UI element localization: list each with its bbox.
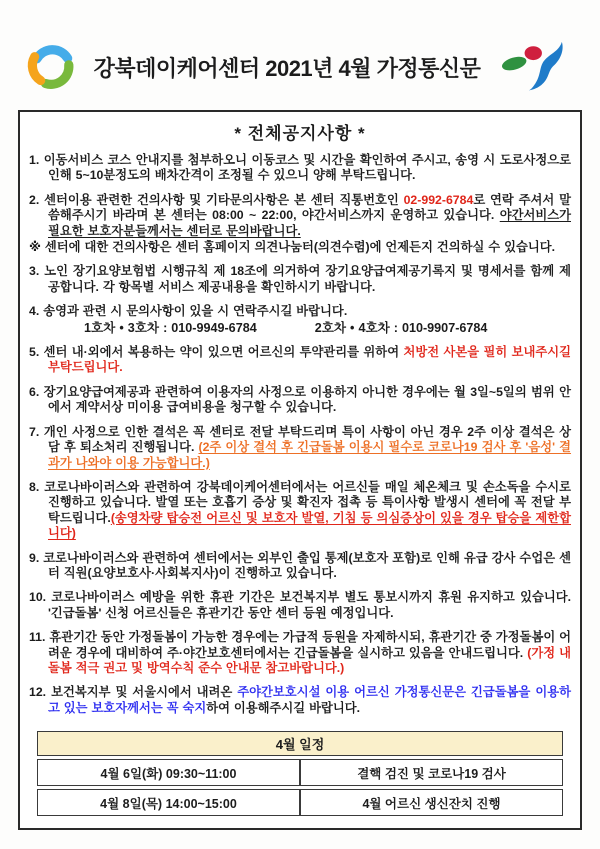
notice-item [29,264,571,295]
text-run: 처방전 사본을 필히 보내주시길 부탁드립니다. [48,345,571,375]
text-run: 코로나바이러스와 관련하여 센터에서는 외부인 출입 통제(보호자 포함)로 인해 유급 강사 수업은 센터 직원(요양보호사·사회복지사)이 진행하고 있습니다. [43,550,571,580]
item-text [43,304,347,318]
text-run: 노인 장기요양보험법 시행규칙 제 18조에 의거하여 장기요양급여제공기록지 및 명세서를 함께 제공합니다. 각 항목별 서비스 제공내용을 확인하시기 바랍니다. [44,264,571,294]
text-run: 휴관기간 동안 가정돌봄이 가능한 경우에는 가급적 등원을 자제하시되, 휴관기간 중 가정돌봄이 어려운 경우에 대비하여 주·야간보호센터에서는 긴급돌봄을 실시하고 있음을 안내드립니다. [48,630,571,660]
text-run: (송영차량 탑승전 어르신 및 보호자 발열, 기침 등 의심증상이 있을 경우 탑승을 제한합니다) [48,510,571,541]
item-number: 12. [29,685,47,700]
schedule-datetime: 4월 6일(화) 09:30~11:00 [37,759,300,786]
item-number: 9. [29,550,40,565]
schedule-row [37,759,563,786]
notice-item [29,153,571,184]
notice-item [29,425,571,471]
daycare-center-ring-logo-icon [26,41,78,93]
item-number: 2. [29,192,40,207]
schedule-header-row [37,731,563,756]
notice-item [29,630,571,676]
item-text [44,153,571,182]
item-text [43,551,571,580]
item-text [44,480,571,540]
text-run: 야간서비스가 필요한 보호자분들께서는 센터로 문의바랍니다. [48,208,571,238]
page-title: 강북데이케어센터 2021년 4월 가정통신문 [93,55,481,81]
notice-item [29,385,571,416]
schedule-datetime: 4월 8일(목) 14:00~15:00 [37,789,300,816]
item-number: 11. [29,630,46,645]
text-run: 센터이용 관련한 건의사항 및 기타문의사항은 본 센터 직통번호인 [44,192,404,207]
text-run: 송영과 관련 시 문의사항이 있을 시 연락주시길 바랍니다. [43,304,348,319]
seoul-city-logo-icon [496,40,574,94]
text-run: 보건복지부 및 서울시에서 내려온 [51,685,238,700]
text-run: 센터에 대한 건의사항은 센터 홈페이지 의견나눔터(의견수렴)에 언제든지 건의하실 수 있습니다. [44,240,556,255]
notice-item [29,240,571,255]
notice-item [29,304,571,336]
page-header [0,0,600,102]
schedule-table-title: 4월 일정 [37,731,563,756]
notice-box [18,110,582,830]
item-text [44,345,571,374]
text-run: 코로나바이러스와 관련하여 강북데이케어센터에서는 어르신들 매일 체온체크 및 손소독을 수시로 진행하고 있습니다. 발열 또는 호흡기 증상 및 확진자 접촉 등 특이사항 발생시 센터에 꼭 전달 부탁드립니다. [44,479,571,525]
schedule-table-body [37,759,563,816]
text-run: 로 연락 주셔서 말씀해주시기 바라며 본 센터는 08:00 ~ 22:00, 야간서비스까지 운영하고 있습니다. [48,192,572,223]
item-number: 1. [29,153,40,167]
notice-item [29,685,571,716]
notice-item [29,590,571,621]
item-number: 7. [29,424,40,439]
notice-list [29,153,571,716]
notice-title: * 전체공지사항 * [234,124,366,143]
notice-item [29,480,571,542]
schedule-table [37,728,563,819]
schedule-event: 결핵 검진 및 코로나19 검사 [300,759,563,786]
text-run: 장기요양급여제공과 관련하여 이용자의 사정으로 이용하지 아니한 경우에는 월 3일~5일의 범위 안에서 계약서상 미이용 급여비용을 청구할 수 있습니다. [43,384,571,415]
text-run: 하여 이용해주시길 바랍니다. [206,700,361,715]
text-run: (2주 이상 결석 후 긴급돌봄 이용시 필수로 코로나19 검사 후 '음성' 결과가 나와야 이용 가능합니다.) [48,440,572,470]
notice-item [29,345,571,376]
item-number: 8. [29,479,40,494]
text-run: 주야간보호시설 이용 어르신 가정통신문은 긴급돌봄을 이용하고 있는 보호자께서는 꼭 숙지 [48,685,572,715]
shuttle-contacts [84,321,571,336]
text-run: 02-992-6784 [403,192,474,207]
shuttle-contact: 1호차 • 3호차 : 010-9949-6784 [84,320,257,335]
schedule-event: 4월 어르신 생신잔치 진행 [300,789,563,816]
notice-item [29,193,571,239]
item-number: ※ [29,240,41,255]
item-number: 6. [29,384,40,399]
item-number: 5. [29,345,40,360]
notice-item [29,551,571,582]
item-text [48,685,571,714]
item-number: 10. [29,590,47,605]
shuttle-contact: 2호차 • 4호차 : 010-9907-6784 [314,320,488,335]
text-run: 이동서비스 코스 안내지를 첨부하오니 이동코스 및 시간을 확인하여 주시고, 송영 시 도로사정으로 인해 5~10분정도의 배차간격이 조정될 수 있으니 양해 부탁드립니다. [43,153,571,183]
item-text [44,264,571,293]
text-run: 개인 사정으로 인한 결석은 꼭 센터로 전달 부탁드리며 특이 사항이 아닌 경우 2주 이상 결석은 상담 후 퇴소처리 진행됩니다. [43,424,571,455]
text-run: 코로나바이러스 예방을 위한 휴관 기간은 보건복지부 별도 통보시까지 휴원 유지하고 있습니다. '긴급돌봄' 신청 어르신들은 휴관기간 동안 센터 등원 예정입니다. [48,590,571,620]
item-text [48,590,571,619]
item-text [45,240,555,254]
item-text [44,193,571,238]
item-number: 4. [29,304,40,319]
item-number: 3. [29,264,40,279]
text-run: (가정 내 돌봄 적극 권고 및 방역수칙 준수 안내문 참고바랍니다.) [48,645,571,675]
item-text [48,630,571,675]
schedule-row [37,789,563,816]
text-run: 센터 내·외에서 복용하는 약이 있으면 어르신의 투약관리를 위하여 [43,345,404,360]
item-text [44,425,571,470]
item-text [44,385,571,414]
